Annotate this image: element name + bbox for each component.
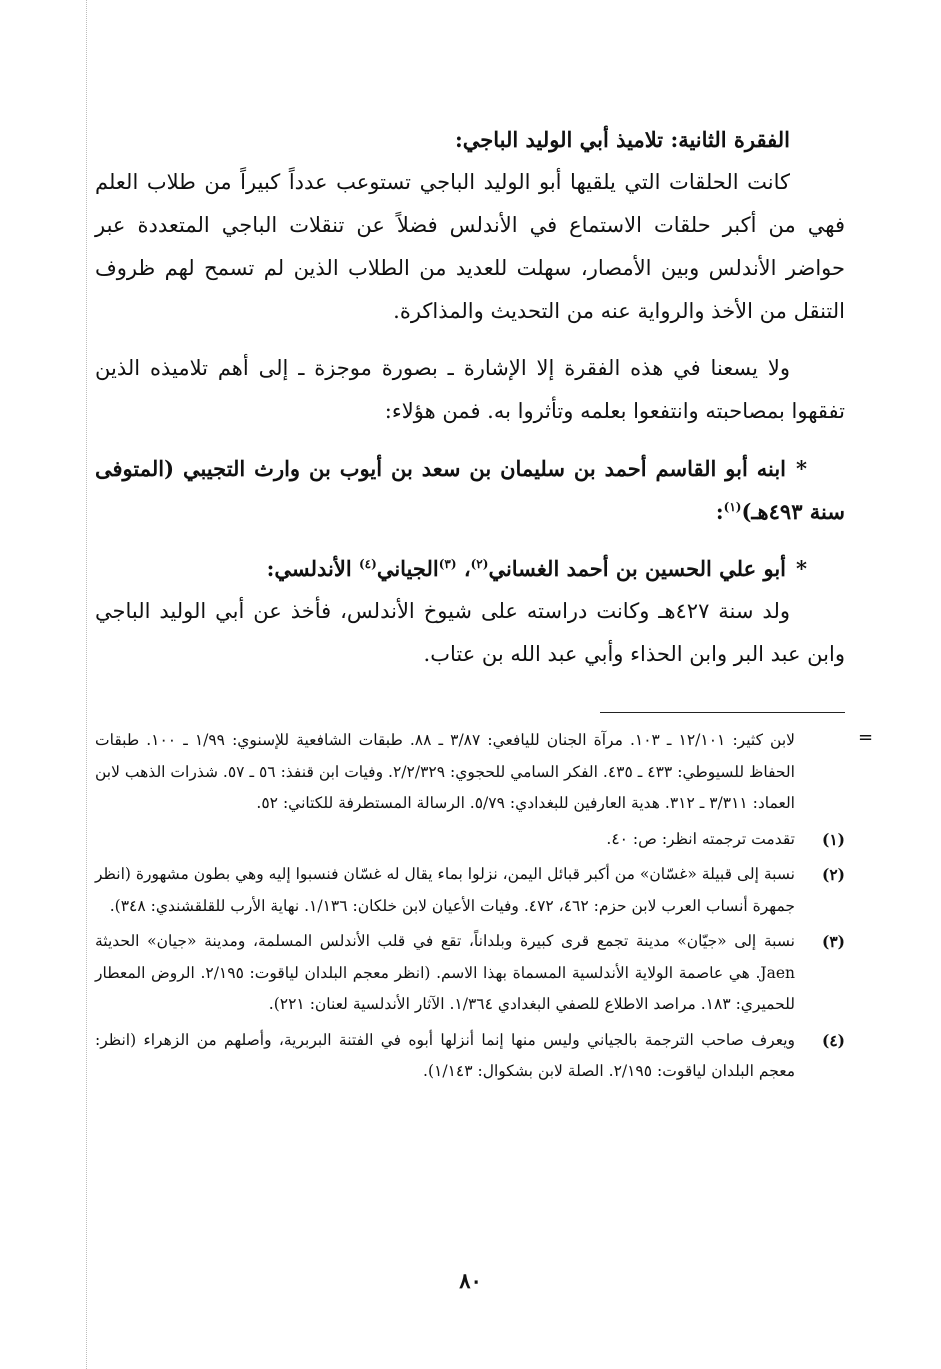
main-text xyxy=(95,118,845,676)
footnote-3-text: نسبة إلى «جيّان» مدينة تجمع قرى كبيرة وبلداناً، تقع في قلب الأندلس المسلمة، ومدينة «جيان» الحديثة Jaen. هي عاصمة الولاية الأندلسية المسماة بهذا الاسم. (انظر معجم البلدان لياقوت: ٢/١٩٥. الروض المعطار للحميري: ١٨٣. مراصد الاطلاع للصفي البغدادي ١/٣٦٤. الآثار الأندلسية لعنان: ٢٢١). xyxy=(95,932,795,1013)
footnote-continuation: لابن كثير: ١٢/١٠١ ـ ١٠٣. مرآة الجنان لليافعي: ٣/٨٧ ـ ٨٨. طبقات الشافعية للإسنوي: ١/٩٩ ـ ١٠٠. طبقات الحفاظ للسيوطي: ٤٣٣ ـ ٤٣٥. الفكر السامي للحجوي: ٢/٢/٣٢٩. وفيات ابن قنفذ: ٥٦ ـ ٥٧. شذرات الذهب لابن العماد: ٣/٣١١ ـ ٣١٢. هدية العارفين للبغدادي: ٥/٧٩. الرسالة المستطرفة للكتاني: ٥٢. xyxy=(95,731,795,812)
margin-guide xyxy=(86,0,87,1369)
paragraph-2: ولا يسعنا في هذه الفقرة إلا الإشارة ـ بصورة موجزة ـ إلى أهم تلاميذه الذين تفقهوا بمصاحبته وانتفعوا بعلمه وتأثروا به. فمن هؤلاء: xyxy=(95,356,845,423)
paragraph-3: ولد سنة ٤٢٧هـ وكانت دراسته على شيوخ الأندلس، فأخذ عن أبي الوليد الباجي وابن عبد البر وابن الحذاء وأبي عبد الله بن عتاب. xyxy=(95,599,845,666)
bullet-star-icon: * xyxy=(796,556,807,581)
bullet-star-icon: * xyxy=(796,456,807,481)
student-2-name: أبو علي الحسين بن أحمد الغساني xyxy=(488,556,787,581)
student-1-text: ابنه أبو القاسم أحمد بن سليمان بن سعد بن أيوب بن وارث التجيبي (المتوفى سنة ٤٩٣هـ) xyxy=(95,456,845,524)
footnote-ref-3: (٣) xyxy=(438,557,457,571)
student-2-nisba: الجياني xyxy=(376,556,439,581)
student-entry-2 xyxy=(95,547,845,590)
footnote-2-text: نسبة إلى قبيلة «غسّان» من أكبر قبائل اليمن، نزلوا بماء يقال له غسّان فنسبوا إليه وهي بطون مشهورة (انظر جمهرة أنساب العرب لابن حزم: ٤٦٢، ٤٧٢. وفيات الأعيان لابن خلكان: ١/١٣٦. نهاية الأرب للقلقشندي: ٣٤٨). xyxy=(95,865,795,915)
footnote-ref-4: (٤) xyxy=(358,557,377,571)
footnotes xyxy=(95,725,845,1088)
student-2-comma: ، xyxy=(463,556,471,581)
student-entry-1 xyxy=(95,447,845,533)
footnote-1 xyxy=(95,824,845,856)
footnote-1-text: تقدمت ترجمته انظر: ص: ٤٠. xyxy=(606,829,795,848)
page-number: ٨٠ xyxy=(459,1268,482,1293)
footnote-1-number: (١) xyxy=(821,829,845,849)
continuation-mark: = xyxy=(858,727,874,748)
footnote-2 xyxy=(95,859,845,922)
student-2-nisba-2: الأندلسي: xyxy=(266,556,352,581)
footnote-ref-1: (١) xyxy=(723,500,742,514)
footnote-separator xyxy=(600,712,845,713)
footnote-4-number: (٤) xyxy=(821,1030,845,1050)
footnote-ref-2: (٢) xyxy=(470,557,489,571)
paragraph-1: كانت الحلقات التي يلقيها أبو الوليد الباجي تستوعب عدداً كبيراً من طلاب العلم فهي من أكبر حلقات الاستماع في الأندلس فضلاً عن تنقلات الباجي المتعددة عبر حواضر الأندلس وبين الأمصار، سهلت للعديد من الطلاب الذين لم تسمح لهم ظروف التنقل من الأخذ والرواية عنه من التحديث والمذاكرة. xyxy=(95,170,845,323)
footnote-2-number: (٢) xyxy=(821,865,845,884)
section-heading: الفقرة الثانية: تلاميذ أبي الوليد الباجي: xyxy=(455,127,790,152)
footnote-3-number: (٣) xyxy=(821,932,845,951)
student-1-end: : xyxy=(715,499,724,524)
footnote-4-text: ويعرف صاحب الترجمة بالجياني وليس منها إنما أنزلها أبوه في الفتنة البربرية، وأصلهم من الزهراء (انظر: معجم البلدان لياقوت: ٢/١٩٥. الصلة لابن بشكوال: ١/١٤٣). xyxy=(95,1030,795,1080)
footnote-3 xyxy=(95,926,845,1021)
footnote-4 xyxy=(95,1025,845,1088)
